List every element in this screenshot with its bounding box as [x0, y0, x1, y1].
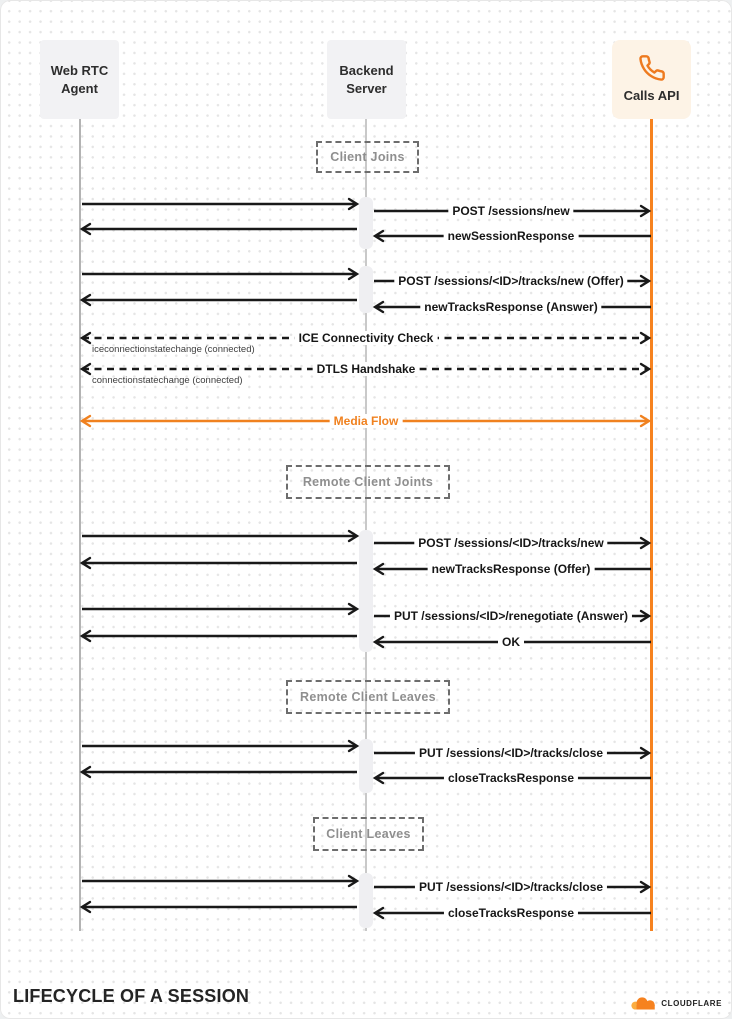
message-label: closeTracksResponse: [444, 906, 578, 920]
phase-client-leaves: [313, 817, 424, 851]
message-label: newSessionResponse: [444, 229, 579, 243]
message-label: POST /sessions/new: [448, 204, 573, 218]
phase-remote-client-joints: [286, 465, 450, 499]
message-arrow: [82, 631, 651, 647]
phase-label: Remote Client Joints: [302, 475, 434, 489]
message-label: newTracksResponse (Offer): [428, 562, 595, 576]
phase-label: Client Joins: [330, 150, 405, 164]
actor-calls-api: [612, 40, 691, 119]
actor-webrtc-agent: [40, 40, 119, 119]
actor-label: Web RTC Agent: [50, 62, 109, 96]
cloudflare-wordmark: CLOUDFLARE: [661, 999, 722, 1008]
phase-label: Remote Client Leaves: [300, 690, 436, 704]
phase-label: Client Leaves: [326, 827, 411, 841]
message-label: POST /sessions/<ID>/tracks/new: [414, 536, 607, 550]
message-label: PUT /sessions/<ID>/renegotiate (Answer): [390, 609, 632, 623]
message-label: PUT /sessions/<ID>/tracks/close: [415, 746, 607, 760]
cloudflare-logo: [630, 995, 722, 1012]
message-label: DTLS Handshake: [313, 362, 420, 376]
actor-label: Calls API: [623, 88, 680, 104]
message-label: newTracksResponse (Answer): [420, 300, 601, 314]
phase-client-joins: [316, 141, 419, 173]
message-label: ICE Connectivity Check: [295, 331, 438, 345]
actor-label: Backend Server: [339, 62, 394, 96]
message-label: POST /sessions/<ID>/tracks/new (Offer): [394, 274, 627, 288]
event-annotation-ice: iceconnectionstatechange (connected): [92, 344, 255, 355]
message-label: closeTracksResponse: [444, 771, 578, 785]
actor-backend-server: [327, 40, 406, 119]
event-annotation-dtls: connectionstatechange (connected): [92, 375, 243, 386]
message-label: Media Flow: [330, 414, 403, 428]
message-label: OK: [498, 635, 524, 649]
diagram-title: LIFECYCLE OF A SESSION: [13, 986, 250, 1006]
message-label: PUT /sessions/<ID>/tracks/close: [415, 880, 607, 894]
phone-icon: [638, 54, 666, 82]
cloudflare-cloud-icon: [630, 995, 658, 1012]
phase-remote-client-leaves: [286, 680, 450, 714]
